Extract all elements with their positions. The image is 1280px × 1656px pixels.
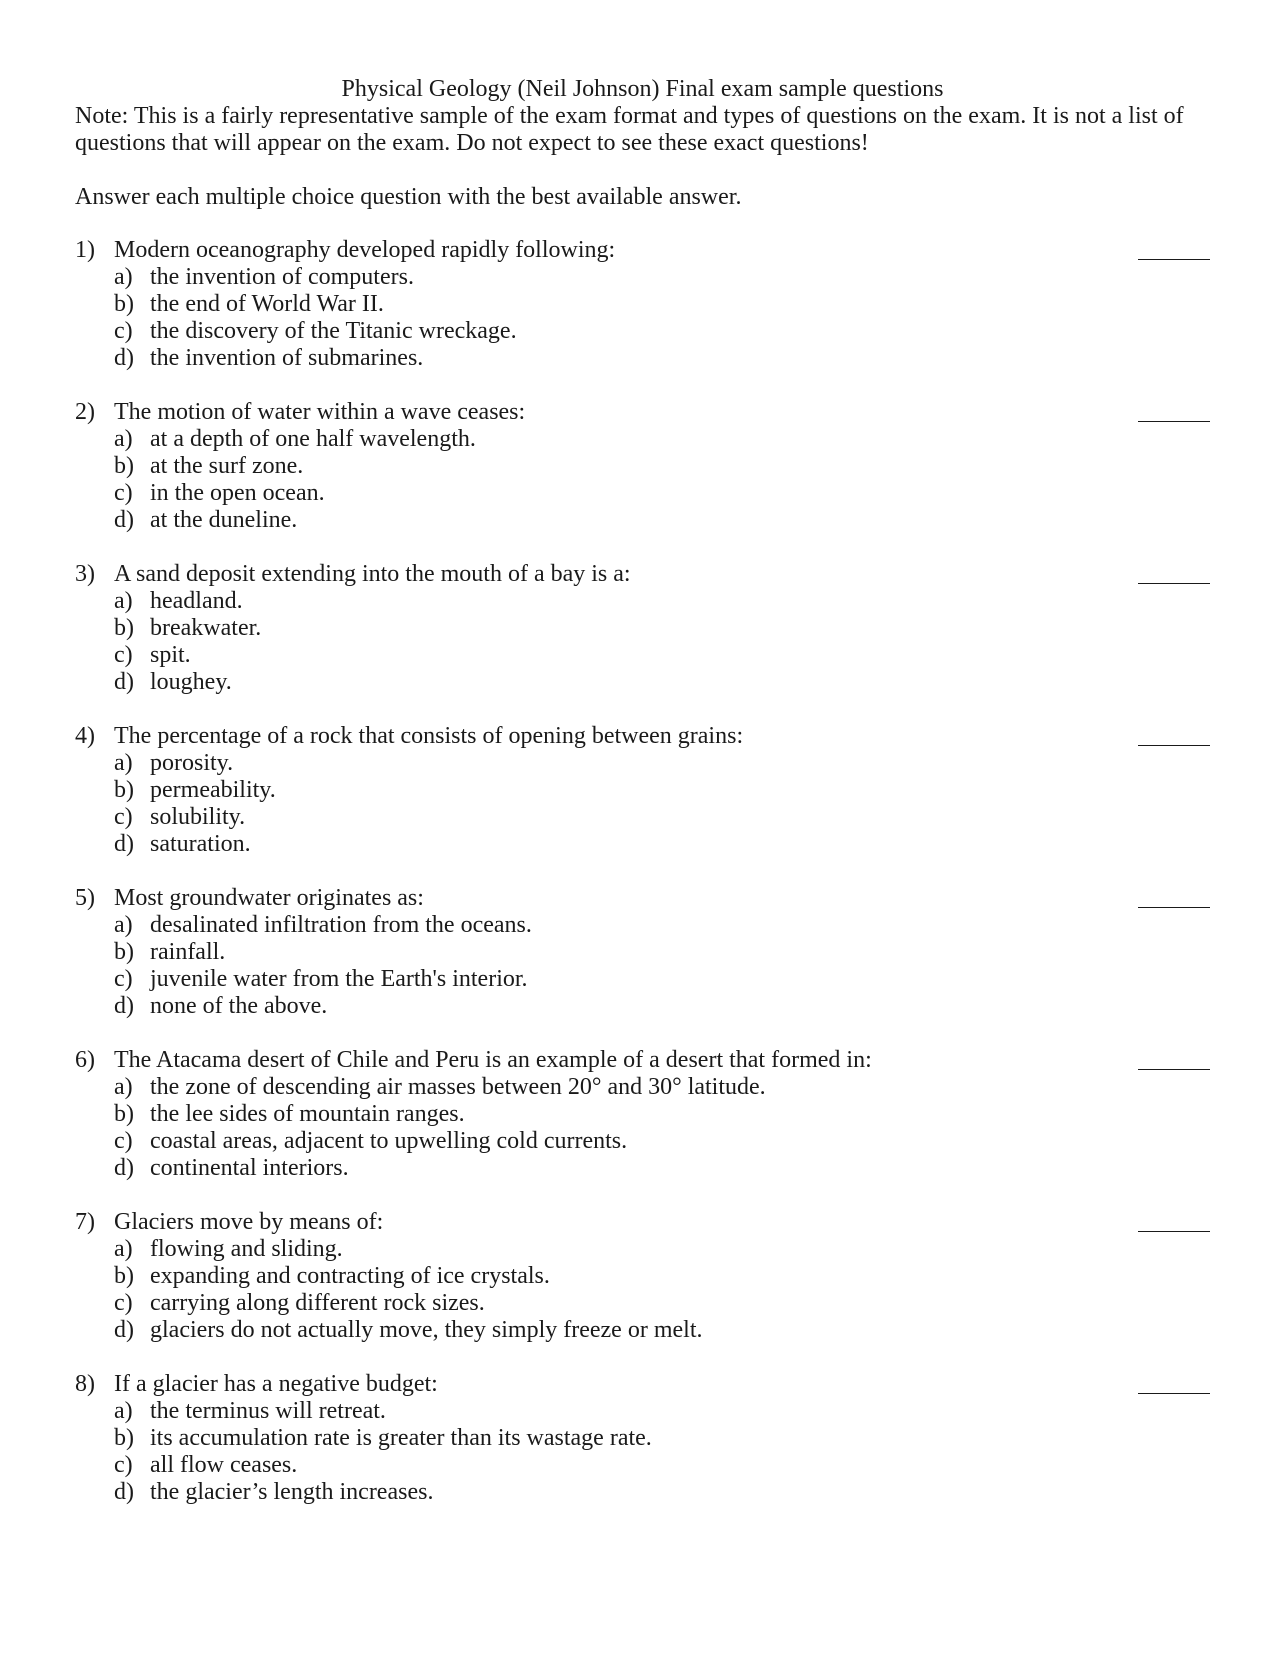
option-letter: d) [114, 1155, 134, 1181]
option-list [75, 750, 1210, 858]
option-text: the glacier’s length increases. [150, 1479, 434, 1505]
question-1 [75, 237, 1210, 372]
option-b [114, 1101, 1210, 1128]
option-text: expanding and contracting of ice crystals. [150, 1263, 550, 1289]
option-text: flowing and sliding. [150, 1236, 343, 1262]
option-b [114, 1263, 1210, 1290]
option-list [75, 264, 1210, 372]
option-letter: a) [114, 588, 133, 614]
option-letter: c) [114, 966, 133, 992]
option-text: carrying along different rock sizes. [150, 1290, 485, 1316]
question-stem [75, 237, 1210, 264]
option-a [114, 264, 1210, 291]
option-a [114, 426, 1210, 453]
option-a [114, 1074, 1210, 1101]
option-d [114, 1479, 1210, 1506]
option-text: juvenile water from the Earth's interior. [150, 966, 528, 992]
option-letter: a) [114, 750, 133, 776]
question-stem [75, 723, 1210, 750]
option-b [114, 615, 1210, 642]
option-text: in the open ocean. [150, 480, 325, 506]
option-text: the invention of computers. [150, 264, 414, 290]
question-number: 2) [75, 399, 95, 425]
question-7 [75, 1209, 1210, 1344]
question-text: Modern oceanography developed rapidly following: [114, 237, 616, 263]
question-text: The Atacama desert of Chile and Peru is an example of a desert that formed in: [114, 1047, 872, 1073]
option-text: porosity. [150, 750, 234, 776]
question-number: 6) [75, 1047, 95, 1073]
option-text: headland. [150, 588, 243, 614]
question-text: If a glacier has a negative budget: [114, 1371, 438, 1397]
option-letter: c) [114, 642, 133, 668]
option-letter: c) [114, 480, 133, 506]
answer-blank[interactable] [1138, 1209, 1210, 1232]
option-list [75, 1074, 1210, 1182]
question-6 [75, 1047, 1210, 1182]
question-2 [75, 399, 1210, 534]
option-letter: d) [114, 1317, 134, 1343]
option-list [75, 588, 1210, 696]
option-text: breakwater. [150, 615, 262, 641]
option-b [114, 1425, 1210, 1452]
exam-note: Note: This is a fairly representative sample of the exam format and types of questions on the exam. It is not a list of questions that will appear on the exam. Do not expect to see these exact questions! [75, 103, 1184, 156]
option-list [75, 426, 1210, 534]
answer-blank[interactable] [1138, 561, 1210, 584]
option-a [114, 750, 1210, 777]
option-letter: a) [114, 1398, 133, 1424]
answer-blank[interactable] [1138, 237, 1210, 260]
option-letter: d) [114, 993, 134, 1019]
option-text: its accumulation rate is greater than its wastage rate. [150, 1425, 652, 1451]
option-letter: b) [114, 1263, 134, 1289]
option-letter: d) [114, 507, 134, 533]
exam-page [75, 76, 1210, 1533]
option-list [75, 1236, 1210, 1344]
option-a [114, 1398, 1210, 1425]
question-8 [75, 1371, 1210, 1506]
option-a [114, 912, 1210, 939]
question-stem [75, 1209, 1210, 1236]
option-letter: d) [114, 345, 134, 371]
question-stem [75, 561, 1210, 588]
question-stem [75, 1047, 1210, 1074]
question-5 [75, 885, 1210, 1020]
question-number: 4) [75, 723, 95, 749]
option-text: at a depth of one half wavelength. [150, 426, 476, 452]
option-text: spit. [150, 642, 191, 668]
option-text: continental interiors. [150, 1155, 349, 1181]
question-stem [75, 1371, 1210, 1398]
option-letter: b) [114, 1425, 134, 1451]
answer-blank[interactable] [1138, 723, 1210, 746]
option-b [114, 453, 1210, 480]
option-letter: c) [114, 1452, 133, 1478]
option-c [114, 642, 1210, 669]
option-text: at the duneline. [150, 507, 298, 533]
option-text: the terminus will retreat. [150, 1398, 386, 1424]
question-text: The percentage of a rock that consists of opening between grains: [114, 723, 744, 749]
option-a [114, 588, 1210, 615]
option-a [114, 1236, 1210, 1263]
option-c [114, 1128, 1210, 1155]
question-list [75, 237, 1210, 1506]
option-letter: b) [114, 939, 134, 965]
option-letter: c) [114, 1128, 133, 1154]
option-text: glaciers do not actually move, they simply freeze or melt. [150, 1317, 703, 1343]
option-d [114, 1317, 1210, 1344]
option-letter: c) [114, 1290, 133, 1316]
option-letter: a) [114, 912, 133, 938]
option-list [75, 912, 1210, 1020]
option-letter: c) [114, 318, 133, 344]
option-letter: b) [114, 453, 134, 479]
option-letter: d) [114, 669, 134, 695]
option-text: the lee sides of mountain ranges. [150, 1101, 465, 1127]
option-letter: d) [114, 1479, 134, 1505]
option-text: the invention of submarines. [150, 345, 424, 371]
option-letter: b) [114, 777, 134, 803]
option-letter: a) [114, 1074, 133, 1100]
question-text: Glaciers move by means of: [114, 1209, 384, 1235]
question-3 [75, 561, 1210, 696]
option-text: the zone of descending air masses between 20° and 30° latitude. [150, 1074, 766, 1100]
answer-blank[interactable] [1138, 1047, 1210, 1070]
option-text: saturation. [150, 831, 251, 857]
instructions: Answer each multiple choice question with the best available answer. [75, 184, 742, 210]
option-c [114, 1452, 1210, 1479]
question-4 [75, 723, 1210, 858]
question-number: 5) [75, 885, 95, 911]
answer-blank[interactable] [1138, 1371, 1210, 1394]
question-stem [75, 885, 1210, 912]
option-text: none of the above. [150, 993, 328, 1019]
option-text: solubility. [150, 804, 246, 830]
option-d [114, 669, 1210, 696]
question-stem [75, 399, 1210, 426]
question-number: 3) [75, 561, 95, 587]
option-text: permeability. [150, 777, 276, 803]
option-text: all flow ceases. [150, 1452, 298, 1478]
option-letter: a) [114, 426, 133, 452]
option-c [114, 480, 1210, 507]
option-text: loughey. [150, 669, 232, 695]
option-d [114, 345, 1210, 372]
answer-blank[interactable] [1138, 885, 1210, 908]
option-text: coastal areas, adjacent to upwelling cold currents. [150, 1128, 628, 1154]
question-text: The motion of water within a wave ceases: [114, 399, 526, 425]
option-text: desalinated infiltration from the oceans. [150, 912, 532, 938]
option-letter: b) [114, 1101, 134, 1127]
option-c [114, 804, 1210, 831]
option-c [114, 1290, 1210, 1317]
option-letter: a) [114, 1236, 133, 1262]
option-list [75, 1398, 1210, 1506]
option-text: rainfall. [150, 939, 226, 965]
option-d [114, 507, 1210, 534]
page-title: Physical Geology (Neil Johnson) Final exam sample questions [341, 76, 944, 102]
option-c [114, 966, 1210, 993]
option-d [114, 1155, 1210, 1182]
question-text: Most groundwater originates as: [114, 885, 424, 911]
option-text: at the surf zone. [150, 453, 304, 479]
option-d [114, 831, 1210, 858]
option-b [114, 939, 1210, 966]
option-c [114, 318, 1210, 345]
question-text: A sand deposit extending into the mouth of a bay is a: [114, 561, 631, 587]
option-b [114, 291, 1210, 318]
option-d [114, 993, 1210, 1020]
option-b [114, 777, 1210, 804]
option-text: the end of World War II. [150, 291, 384, 317]
option-letter: b) [114, 615, 134, 641]
answer-blank[interactable] [1138, 399, 1210, 422]
question-number: 1) [75, 237, 95, 263]
option-letter: c) [114, 804, 133, 830]
question-number: 8) [75, 1371, 95, 1397]
option-letter: a) [114, 264, 133, 290]
option-letter: d) [114, 831, 134, 857]
option-text: the discovery of the Titanic wreckage. [150, 318, 517, 344]
question-number: 7) [75, 1209, 95, 1235]
option-letter: b) [114, 291, 134, 317]
